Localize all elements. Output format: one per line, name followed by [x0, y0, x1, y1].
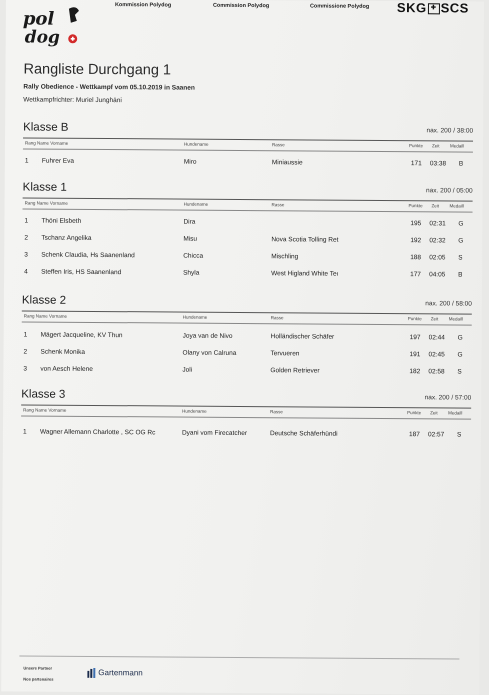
divider	[22, 310, 472, 314]
col-medal: Medaill	[448, 316, 464, 322]
dog-name: Misu	[183, 235, 198, 243]
col-time: Zeit	[431, 143, 440, 149]
class-title: Klasse 2	[21, 294, 67, 307]
col-medal: Medaill	[449, 203, 464, 209]
col-points: Punkte	[407, 410, 422, 416]
breed: Miniaussie	[271, 159, 303, 167]
table-row	[23, 157, 473, 177]
breed: Nova Scotia Tolling Ret	[271, 236, 339, 244]
table-row	[21, 365, 471, 385]
medal: B	[458, 160, 464, 168]
time: 02:45	[428, 351, 445, 359]
col-medal: Medaill	[448, 410, 463, 416]
class-title: Klasse 1	[22, 181, 67, 194]
divider	[23, 148, 473, 152]
medal: S	[457, 368, 462, 376]
dog-name: Miro	[183, 158, 197, 166]
col-time: Zeit	[430, 410, 438, 416]
breed: West Higland White Teı	[271, 270, 339, 278]
dog-name: Joya van de Nivo	[182, 332, 233, 340]
medal: G	[458, 220, 464, 228]
handler-name: Tschanz Angelika	[41, 234, 92, 242]
medal: G	[457, 334, 463, 342]
brand-skg: SKG	[396, 0, 427, 16]
breed: Tervueren	[270, 350, 300, 358]
handler-name: Wagner Allemann Charlotte , SC OG Rc	[39, 428, 156, 437]
divider	[21, 404, 471, 408]
skg-scs-logo	[397, 0, 469, 16]
divider	[23, 197, 473, 201]
sponsor-name: Gartenmann	[98, 668, 143, 678]
brand-scs: SCS	[440, 0, 469, 16]
points: 177	[410, 271, 421, 279]
rank: 1	[22, 428, 27, 436]
class-section-1	[22, 181, 473, 279]
divider	[21, 415, 471, 419]
competition-subtitle: Rally Obedience - Wettkampf vom 05.10.2019 in Saanen	[23, 83, 195, 92]
handler-name: Thöni Elsbeth	[41, 217, 82, 225]
points: 195	[410, 220, 422, 228]
col-points: Punkte	[408, 143, 424, 149]
time: 02:58	[428, 368, 445, 376]
table-row	[22, 268, 472, 288]
col-time: Zeit	[430, 316, 439, 322]
header-kommission: Kommission Polydog	[114, 2, 172, 9]
divider	[22, 321, 472, 325]
polydog-logo	[21, 4, 91, 50]
points: 191	[409, 351, 421, 359]
handler-name: Schenk Claudia, Hs Saanenland	[41, 251, 135, 260]
col-breed: Rasse	[271, 202, 285, 208]
points: 187	[408, 431, 420, 439]
time: 03:38	[429, 160, 447, 168]
handler-name: von Aesch Helene	[40, 365, 93, 373]
handler-name: Schenk Monika	[40, 348, 86, 356]
class-max: nax. 200 / 05:00	[426, 187, 473, 195]
breed: Mischling	[271, 253, 299, 261]
rank: 3	[23, 365, 28, 373]
dog-name: Shyla	[183, 269, 200, 277]
time: 02:05	[429, 254, 446, 262]
time: 04:05	[429, 271, 446, 279]
divider	[23, 208, 473, 212]
col-breed: Rasse	[271, 142, 285, 148]
col-time: Zeit	[431, 203, 440, 209]
breed: Holländischer Schäfer	[270, 333, 335, 341]
col-dog: Hundename	[183, 201, 209, 207]
dog-name: Olany von Calruna	[182, 349, 237, 357]
class-max: nax. 200 / 58:00	[425, 300, 472, 308]
col-rank-name: Rang Name Vorname	[23, 407, 67, 413]
points: 182	[409, 368, 421, 376]
medal: G	[457, 351, 463, 359]
rank: 4	[24, 268, 28, 276]
class-max: nax. 200 / 57:00	[424, 394, 472, 402]
col-rank-name: Rang Name Vorname	[23, 313, 68, 319]
class-max: nax. 200 / 38:00	[426, 127, 474, 135]
col-points: Punkte	[407, 316, 422, 322]
medal: S	[456, 431, 462, 439]
medal: S	[458, 254, 463, 262]
time: 02:57	[427, 431, 445, 439]
handler-name: Steffen Iris, HS Saanenland	[41, 268, 122, 277]
rank: 2	[23, 348, 28, 356]
class-section-2	[21, 294, 472, 376]
rank: 3	[24, 251, 28, 259]
partner-label-fr: Nos partenaires	[23, 676, 54, 682]
class-title: Klasse B	[23, 121, 69, 134]
time: 02:32	[429, 237, 446, 245]
table-row	[21, 428, 471, 448]
col-points: Punkte	[408, 203, 423, 209]
header-commissione: Commissione Polydog	[309, 3, 370, 10]
sponsor-mark-icon	[87, 668, 96, 678]
points: 171	[410, 160, 422, 168]
handler-name: Mägert Jacqueline, KV Thun	[40, 331, 123, 340]
paper-sheet	[1, 0, 484, 695]
logo-word-pol: pol	[22, 8, 55, 30]
col-breed: Rasse	[270, 315, 284, 321]
col-dog: Hundename	[182, 408, 207, 414]
logo-word-dog: dog	[24, 27, 60, 48]
swiss-cross-icon: ✚	[428, 3, 440, 14]
time: 02:31	[429, 220, 446, 228]
rank: 1	[24, 157, 29, 165]
medal: B	[458, 271, 463, 279]
rank: 1	[24, 217, 29, 225]
divider	[23, 137, 473, 141]
breed: Golden Retriever	[270, 367, 320, 375]
medal: G	[458, 237, 464, 245]
col-rank-name: Rang Name Vorname	[24, 200, 68, 206]
points: 188	[410, 254, 422, 262]
footer-divider	[19, 655, 459, 659]
dog-name: Dyani vom Firecatcher	[181, 429, 248, 438]
page-title: Rangliste Durchgang 1	[23, 61, 172, 79]
col-dog: Hundename	[183, 141, 209, 147]
col-medal: Medaill	[449, 143, 465, 149]
judge-line: Wettkampfrichter: Muriel Junghäni	[23, 96, 122, 105]
breed: Deutsche Schäferhündi	[269, 430, 338, 438]
handler-name: Fuhrer Eva	[41, 157, 75, 165]
col-rank-name: Rang Name Vorname	[24, 140, 69, 146]
rank: 2	[24, 234, 28, 242]
sponsor-logo	[87, 668, 143, 678]
header-commission: Commission Polydog	[212, 2, 270, 10]
rank: 1	[23, 331, 28, 339]
col-dog: Hundename	[182, 314, 208, 320]
dog-name: Joli	[182, 366, 193, 374]
class-section-b	[23, 121, 474, 168]
class-section-3	[21, 388, 472, 439]
col-breed: Rasse	[270, 409, 283, 415]
time: 02:44	[428, 334, 445, 342]
points: 192	[410, 237, 422, 245]
breed	[271, 219, 355, 220]
points: 197	[409, 334, 421, 342]
class-title: Klasse 3	[21, 388, 66, 401]
dog-name: Dira	[183, 218, 196, 226]
partner-label-de: Unsere Partner	[23, 665, 53, 671]
dog-name: Chicca	[183, 252, 204, 260]
